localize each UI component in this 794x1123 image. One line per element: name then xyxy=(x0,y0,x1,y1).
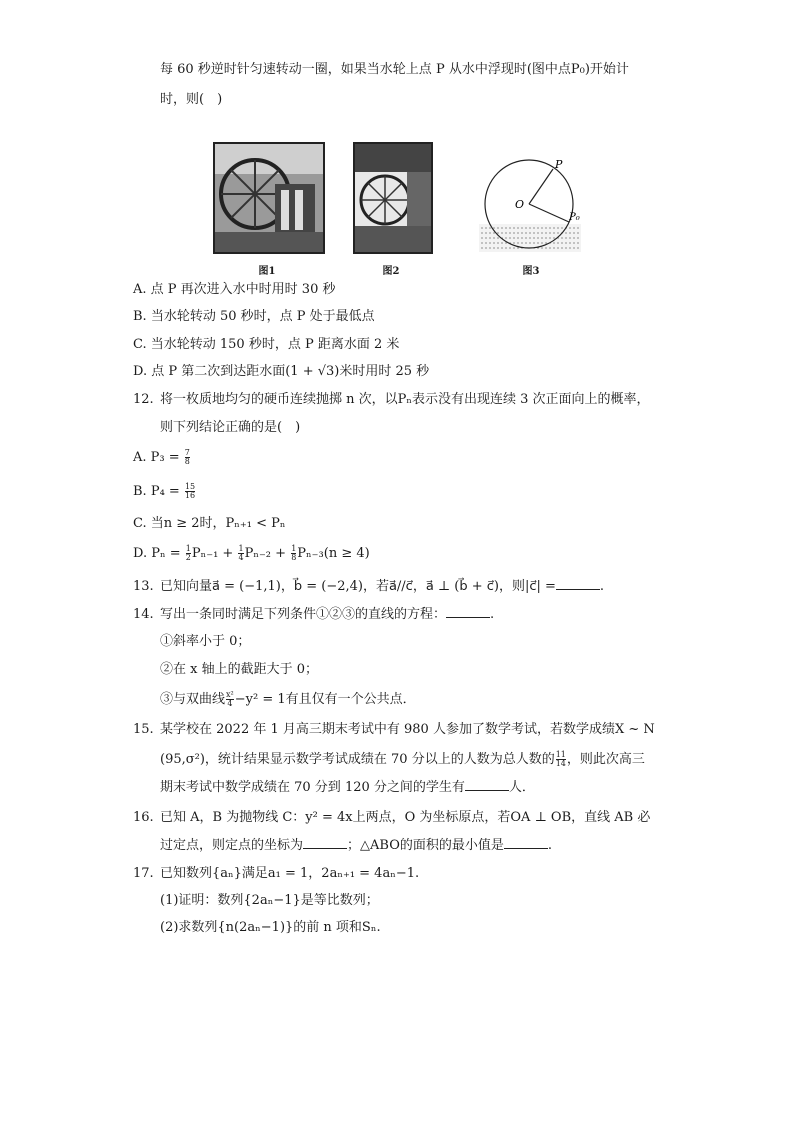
label-p0: P₀ xyxy=(569,212,580,223)
q12-option-c: C. 当n ≥ 2时，Pₙ₊₁ < Pₙ xyxy=(133,516,286,531)
q12-number: 12. xyxy=(133,392,154,407)
figure-1 xyxy=(213,142,325,277)
figure-2 xyxy=(353,142,433,277)
q11-option-d: D. 点 P 第二次到达距水面(1 + √3)米时用时 25 秒 xyxy=(133,364,430,379)
q17-number: 17. xyxy=(133,866,154,881)
figure-3 xyxy=(477,142,587,277)
q13-text: 已知向量a⃗ = (−1,1)，b⃗ = (−2,4)，若a⃗//c⃗，a⃗ ⊥ (b⃗ + c⃗)，则|c⃗| = . xyxy=(160,579,605,594)
q14-text: 写出一条同时满足下列条件①②③的直线的方程： . xyxy=(160,607,495,622)
figure-1-caption: 图1 xyxy=(258,266,276,277)
figure-3-diagram xyxy=(477,142,587,260)
figure-1-photo xyxy=(213,142,325,254)
q13-number: 13. xyxy=(133,579,154,594)
figure-2-drawing xyxy=(353,142,433,254)
q17-line-1: 已知数列{aₙ}满足a₁ = 1，2aₙ₊₁ = 4aₙ−1. xyxy=(160,866,420,881)
q17-line-2: (1)证明：数列{2aₙ−1}是等比数列； xyxy=(160,893,379,908)
q14-number: 14. xyxy=(133,607,154,622)
q16-number: 16. xyxy=(133,810,154,825)
q13-answer-blank[interactable] xyxy=(556,577,600,590)
q12-option-d: D. Pₙ = $\frac{1}{2}$ Pₙ₋₁ + $\frac{1}{4}$ Pₙ₋₂ + $\frac{1}{8}$ Pₙ₋₃(n ≥ 4) xyxy=(133,544,370,562)
figure-2-caption: 图2 xyxy=(382,266,400,277)
q12-option-a: A. P₃ = $\frac{7}{8}$ xyxy=(133,448,190,466)
intro-line-1: 每 60 秒逆时针匀速转动一圈，如果当水轮上点 P 从水中浮现时(图中点P₀)开始计 xyxy=(160,62,629,77)
q15-line-2: (95,σ²)，统计结果显示数学考试成绩在 70 分以上的人数为总人数的 $\frac{11}{14}$ ，则此次高三 xyxy=(160,750,645,768)
radius-op xyxy=(529,169,553,204)
q14-condition-1: ①斜率小于 0； xyxy=(160,634,251,649)
radius-op0 xyxy=(529,204,569,222)
q16-answer-blank-2[interactable] xyxy=(504,836,548,849)
q16-answer-blank-1[interactable] xyxy=(303,836,347,849)
q12-option-b: B. P₄ = $\frac{15}{16}$ xyxy=(133,482,196,500)
q14-condition-2: ②在 x 轴上的截距大于 0； xyxy=(160,662,318,677)
label-o: O xyxy=(515,198,525,211)
q14-condition-3: ③与双曲线 $\frac{\text{x²}}{4}$ −y² = 1有且仅有一个公共点． xyxy=(160,690,416,708)
q12-line-1: 将一枚质地均匀的硬币连续抛掷 n 次，以Pₙ表示没有出现连续 3 次正面向上的概率， xyxy=(160,392,650,407)
q16-line-2: 过定点，则定点的坐标为 ；△ABO的面积的最小值是 . xyxy=(160,838,552,853)
q11-option-a: A. 点 P 再次进入水中时用时 30 秒 xyxy=(133,282,336,297)
intro-line-2: 时，则( ) xyxy=(160,92,223,107)
q15-line-1: 某学校在 2022 年 1 月高三期末考试中有 980 人参加了数学考试，若数学成绩X ~ N xyxy=(160,722,655,737)
q11-option-b: B. 当水轮转动 50 秒时，点 P 处于最低点 xyxy=(133,309,375,324)
q11-option-c: C. 当水轮转动 150 秒时，点 P 距离水面 2 米 xyxy=(133,337,400,352)
figure-row xyxy=(213,142,583,277)
q17-line-3: (2)求数列{n(2aₙ−1)}的前 n 项和Sₙ. xyxy=(160,920,381,935)
q16-line-1: 已知 A，B 为抛物线 C：y² = 4x上两点，O 为坐标原点，若OA ⊥ OB，直线 AB 必 xyxy=(160,810,651,825)
q14-answer-blank[interactable] xyxy=(446,605,490,618)
q15-answer-blank[interactable] xyxy=(465,778,509,791)
q12-line-2: 则下列结论正确的是( ) xyxy=(160,420,301,435)
figure-3-caption: 图3 xyxy=(522,266,540,277)
q15-number: 15. xyxy=(133,722,154,737)
q15-line-3: 期末考试中数学成绩在 70 分到 120 分之间的学生有 人． xyxy=(160,780,535,795)
label-p: P xyxy=(555,158,563,171)
